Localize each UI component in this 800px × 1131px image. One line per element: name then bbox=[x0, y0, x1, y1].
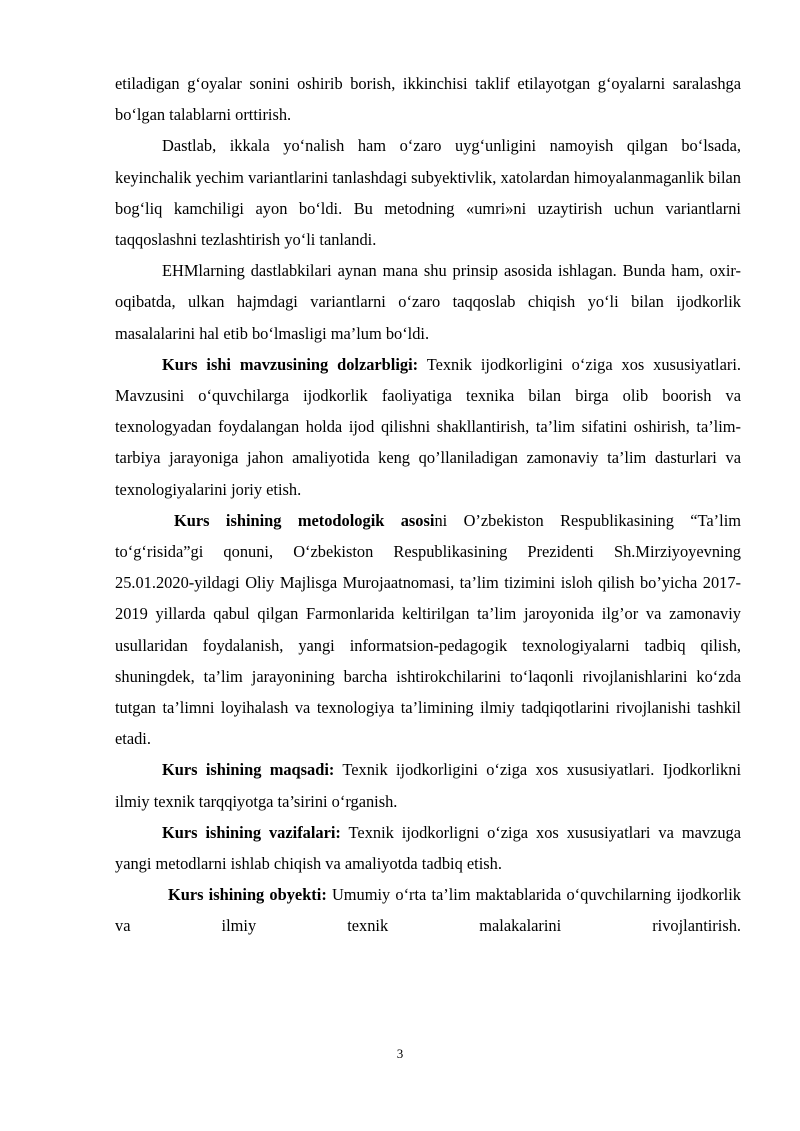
paragraph-2-text: Dastlab, ikkala yo‘nalish ham o‘zaro uyg‘unligini namoyish qilgan bo‘lsada, keyinchalik yechim variantlarini tanlashdagi subyektivlik, xatolardan himoyalanmaganlik bilan bog‘liq kamchiligi ayon bo‘ldi. Bu metodning «umri»ni uzaytirish uchun variantlarni taqqoslashni tezlashtirish yo‘li tanlandi. bbox=[115, 136, 741, 250]
page-number: 3 bbox=[396, 1046, 404, 1061]
relevance-heading: Kurs ishi mavzusining dolzarbligi: bbox=[162, 354, 419, 374]
paragraph-1 bbox=[115, 68, 741, 130]
goal-heading: Kurs ishining maqsadi: bbox=[162, 760, 335, 780]
paragraph-methodology bbox=[115, 505, 741, 755]
paragraph-goal bbox=[115, 754, 741, 816]
tasks-text: Texnik ijodkorligni o‘ziga xos xususiyatlari va mavzuga yangi metodlarni ishlab chiqish va amaliyotda tadbiq etish. bbox=[115, 822, 741, 874]
paragraph-2 bbox=[115, 130, 741, 255]
body-text bbox=[115, 68, 741, 942]
methodology-heading: Kurs ishining metodologik asosi bbox=[174, 510, 435, 530]
paragraph-tasks bbox=[115, 817, 741, 879]
paragraph-relevance bbox=[115, 349, 741, 505]
object-text: Umumiy o‘rta ta’lim maktablarida o‘quvchilarning ijodkorlik va ilmiy texnik malakalarini rivojlantirish. bbox=[115, 885, 741, 936]
methodology-text: ni O’zbekiston Respublikasining “Ta’lim to‘g‘risida”gi qonuni, O‘zbekiston Respublikasining Prezidenti Sh.Mirziyoyevning 25.01.2020-yildagi Oliy Majlisga Murojaatnomasi, ta’lim tizimini isloh qilish bo’yicha 2017-2019 yillarda qabul qilgan Farmonlarida keltirilgan ta’lim jaroyonida ilg’or va zamonaviy usullaridan foydalanish, yangi informatsion-pedagogik texnologiyalarni tadbiq qilish, shuningdek, ta’lim jarayonining barcha ishtirokchilarini to‘laqonli rivojlanishlarini ko‘zda tutgan ta’limni loyihalash va texnologiya ta’limining ilmiy tadqiqotlarini rivojlanishi tashkil etadi. bbox=[115, 510, 741, 749]
tasks-heading: Kurs ishining vazifalari: bbox=[162, 822, 341, 842]
paragraph-object bbox=[115, 879, 741, 941]
object-heading: Kurs ishining obyekti: bbox=[168, 885, 327, 905]
paragraph-1-text: etiladigan g‘oyalar sonini oshirib borish, ikkinchisi taklif etilayotgan g‘oyalarni saralashga bo‘lgan talablarni orttirish. bbox=[115, 74, 741, 125]
paragraph-3-text: EHMlarning dastlabkilari aynan mana shu prinsip asosida ishlagan. Bunda ham, oxir-oqibatda, ulkan hajmdagi variantlarni o‘zaro taqqoslab chiqish yo‘li bilan ijodkorlik masalalarini hal etib bo‘lmasligi ma’lum bo‘ldi. bbox=[115, 261, 741, 343]
paragraph-3 bbox=[115, 255, 741, 349]
relevance-text: Texnik ijodkorligini o‘ziga xos xususiyatlari. Mavzusini o‘quvchilarga ijodkorlik faoliyatiga texnika bilan birga olib boorish va texnologyadan foydalangan holda ijod qilishni shakllantirish, ta’lim sifatini oshirish, ta’lim-tarbiya jarayoniga jahon amaliyotida keng qo’llaniladigan zamonaviy ta’lim dasturlari va texnologiyalarini joriy etish. bbox=[115, 354, 741, 499]
goal-text: Texnik ijodkorligini o‘ziga xos xususiyatlari. Ijodkorlikni ilmiy texnik tarqqiyotga ta’sirini o‘rganish. bbox=[115, 760, 741, 811]
